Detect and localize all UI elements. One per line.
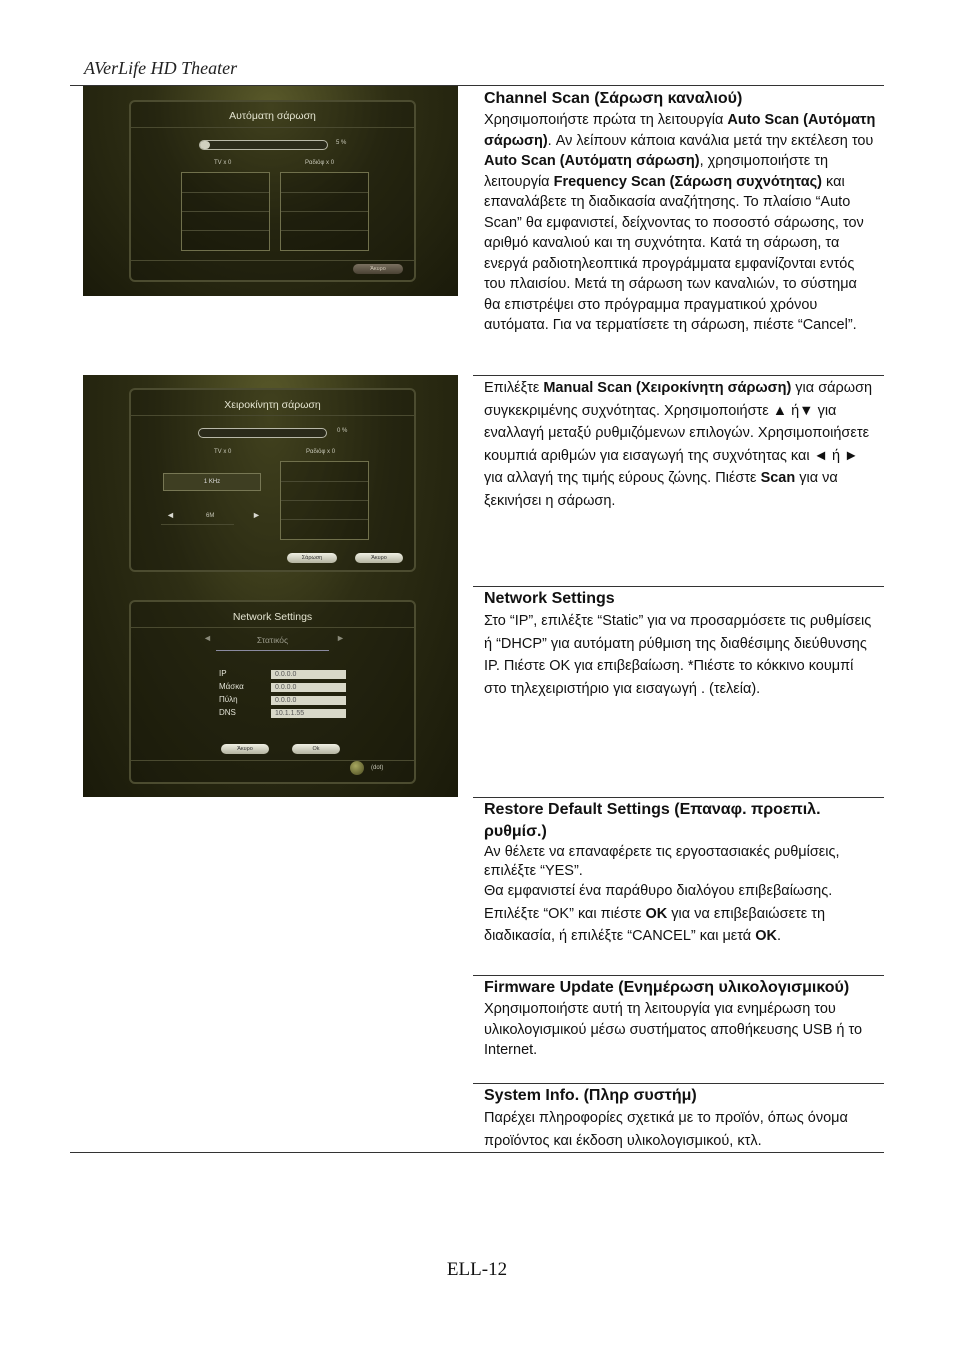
dot-hint: (dot) <box>371 765 384 771</box>
radio-count: Ραδιόφ x 0 <box>306 449 336 455</box>
auto-scan-title: Αυτόματη σάρωση <box>229 110 316 122</box>
rule-restore <box>473 797 884 798</box>
network-title: Network Settings <box>232 611 313 623</box>
scan-button[interactable]: Σάρωση <box>287 553 337 563</box>
left-arrow-icon[interactable]: ◄ <box>166 510 175 520</box>
cancel-button[interactable]: Άκυρο <box>353 264 403 274</box>
left-arrow-icon[interactable]: ◄ <box>203 633 212 643</box>
network-field-label: IP <box>219 669 227 678</box>
auto-scan-percent: 5 % <box>336 140 347 146</box>
tv-count: TV x 0 <box>214 160 232 166</box>
red-dot-button-icon <box>350 761 364 775</box>
sysinfo-section <box>484 1085 876 1152</box>
dialog-divider <box>131 127 414 128</box>
ok-button[interactable]: Ok <box>292 744 340 754</box>
page-number: ELL-12 <box>446 1259 508 1280</box>
cancel-button[interactable]: Άκυρο <box>355 553 403 563</box>
right-arrow-icon[interactable]: ► <box>252 510 261 520</box>
manual-scan-dialog <box>129 388 416 572</box>
firmware-heading: Firmware Update (Ενημέρωση υλικολογισμικού) <box>484 979 850 996</box>
radio-channel-list <box>280 172 369 251</box>
page-header: AVerLife HD Theater <box>84 58 238 78</box>
network-section <box>484 588 876 700</box>
dialog-divider <box>131 627 414 628</box>
manual-scan-percent: 0 % <box>337 428 348 434</box>
bottom-rule <box>70 1152 884 1153</box>
sysinfo-body: Παρέχει πληροφορίες σχετικά με το προϊόν, όπως όνομα προϊόντος και έκδοση υλικολογισμικού, κτλ. <box>484 1110 848 1149</box>
network-field-input[interactable]: 10.1.1.55 <box>271 709 346 718</box>
manual-channel-list <box>280 461 369 540</box>
manual-scan-title: Χειροκίνητη σάρωση <box>224 399 321 411</box>
restore-section <box>484 799 876 948</box>
frequency-input[interactable]: 1 KHz <box>163 473 261 491</box>
network-settings-dialog <box>129 600 416 784</box>
firmware-section <box>484 977 876 1061</box>
rule-manual <box>473 375 884 376</box>
progress-fill <box>200 141 210 149</box>
network-field-input[interactable]: 0.0.0.0 <box>271 696 346 705</box>
network-field-input[interactable]: 0.0.0.0 <box>271 670 346 679</box>
bandwidth-value: 6M <box>206 513 215 519</box>
cancel-button[interactable]: Άκυρο <box>221 744 269 754</box>
right-arrow-icon[interactable]: ► <box>336 633 345 643</box>
rule-network <box>473 586 884 587</box>
ip-mode-value[interactable]: Στατικός <box>256 635 289 645</box>
channel-scan-section <box>484 88 876 336</box>
restore-body-1: Αν θέλετε να επαναφέρετε τις εργοστασιακές ρυθμίσεις, επιλέξτε “YES”. <box>484 844 840 879</box>
restore-body-2: Θα εμφανιστεί ένα παράθυρο διαλόγου επιβεβαίωσης. Επιλέξτε “OK” και πιέστε OK για να επιβεβαιώσετε τη διαδικασία, ή επιλέξτε “CANCEL” και μετά OK. <box>484 883 833 944</box>
dialog-divider <box>131 760 414 761</box>
network-field-label: DNS <box>219 708 236 717</box>
tv-count: TV x 0 <box>214 449 232 455</box>
dialog-divider <box>161 524 234 525</box>
manual-scan-body: Επιλέξτε Manual Scan (Χειροκίνητη σάρωση) για σάρωση συγκεκριμένης συχνότητας. Χρησιμοποιήστε ▲ ή▼ για εναλλαγή μεταξύ ρυθμιζόμενων επιλογών. Χρησιμοποιήσετε κουμπιά αριθμών για εισαγωγή της συχνότητας και ◄ ή ► για αλλαγή της τιμής εύρους ζώνης. Πιέστε Scan για να ξεκινήσει η σάρωση. <box>484 380 873 509</box>
restore-heading: Restore Default Settings (Επαναφ. προεπιλ. ρυθμίσ.) <box>484 801 821 840</box>
manual-network-screenshot <box>83 375 458 797</box>
dialog-divider <box>131 415 414 416</box>
rule-sysinfo <box>473 1083 884 1084</box>
network-body: Στο “IP”, επιλέξτε “Static” για να προσαρμόσετε τις ρυθμίσεις ή “DHCP” για αυτόματη ρύθμιση της διαθέσιμης διεύθυνσης IP. Πιέστε OK για επιβεβαίωση. *Πιέστε το κόκκινο κουμπί στο τηλεχειριστήριο για εισαγωγή . (τελεία). <box>484 613 872 697</box>
rule-firmware <box>473 975 884 976</box>
auto-scan-progress <box>199 140 328 150</box>
manual-scan-section <box>484 377 876 512</box>
manual-scan-progress <box>198 428 327 438</box>
firmware-body: Χρησιμοποιήστε αυτή τη λειτουργία για ενημέρωση του υλικολογισμικού μέσω συστήματος αποθήκευσης USB ή το Internet. <box>484 1001 863 1058</box>
auto-scan-dialog <box>129 100 416 282</box>
network-field-label: Μάσκα <box>219 682 244 691</box>
mode-underline <box>216 650 329 651</box>
network-field-input[interactable]: 0.0.0.0 <box>271 683 346 692</box>
tv-channel-list <box>181 172 270 251</box>
channel-scan-heading: Channel Scan (Σάρωση καναλιού) <box>484 90 743 107</box>
channel-scan-body: Χρησιμοποιήστε πρώτα τη λειτουργία Auto Scan (Αυτόματη σάρωση). Αν λείπουν κάποια κανάλια μετά την εκτέλεση του Auto Scan (Αυτόματη σάρωση), χρησιμοποιήστε τη λειτουργία Frequency Scan (Σάρωση συχνότητας) και επαναλάβετε τη διαδικασία αναζήτησης. Το πλαίσιο “Auto Scan” θα εμφανιστεί, δείχνοντας το ποσοστό σάρωσης, τον αριθμό καναλιού και τη συχνότητα. Κατά τη σάρωση, τα ενεργά ραδιοτηλεοπτικά προγράμματα εμφανίζονται εντός του πλαισίου. Μετά τη σάρωση των καναλιών, το σύστημα θα επιστρέψει στο πρόγραμμα πραγματικού χρόνου αυτόματα. Για να τερματίσετε τη σάρωση, πιέστε “Cancel”. <box>484 112 876 333</box>
sysinfo-heading: System Info. (Πληρ συστήμ) <box>484 1087 697 1104</box>
dialog-divider <box>131 260 414 261</box>
network-heading: Network Settings <box>484 590 615 607</box>
network-field-label: Πύλη <box>219 695 238 704</box>
auto-scan-screenshot <box>83 86 458 296</box>
radio-count: Ραδιόφ x 0 <box>305 160 335 166</box>
